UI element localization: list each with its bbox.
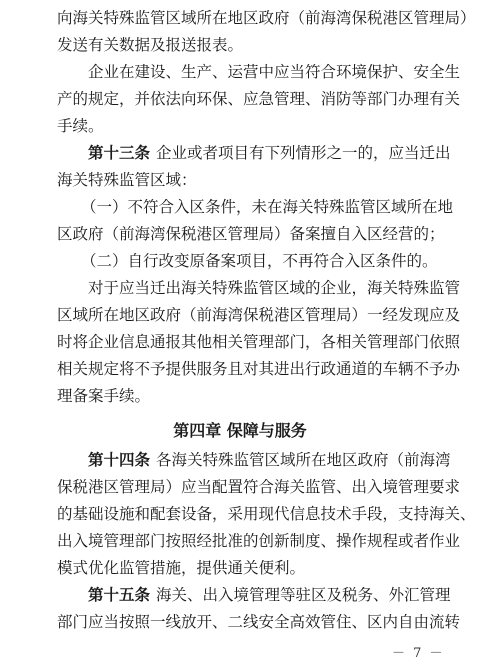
line-text: 各海关特殊监管区域所在地区政府（前海湾 <box>156 451 451 469</box>
line-text: 部门应当按照一线放开、二线安全高效管住、区内自由流转 <box>57 613 461 631</box>
text-line <box>0 114 480 138</box>
text-line <box>0 529 480 553</box>
text-line <box>0 475 480 499</box>
article-number: 第十四条 <box>88 450 151 469</box>
text-line <box>0 502 480 526</box>
text-line <box>0 249 480 273</box>
line-text: （一）不符合入区条件，未在海关特殊监管区域所在地 <box>81 198 454 216</box>
text-line <box>0 168 480 192</box>
chapter-heading: 第四章 保障与服务 <box>173 421 307 440</box>
line-text: 区政府（前海湾保税港区管理局）备案擅自入区经营的； <box>57 225 445 243</box>
text-line <box>0 6 480 30</box>
line-text: 相关规定将不予提供服务且对其进出行政通道的车辆不予办 <box>57 360 461 378</box>
line-text: 向海关特殊监管区域所在地区政府（前海湾保税港区管理局） <box>57 9 476 27</box>
line-text: 手续。 <box>57 117 104 135</box>
line-text: 对于应当迁出海关特殊监管区域的企业，海关特殊监管 <box>88 279 461 297</box>
page-number: － 7 － <box>392 646 445 661</box>
text-line <box>0 610 480 634</box>
line-text: 产的规定，并依法向环保、应急管理、消防等部门办理有关 <box>57 90 461 108</box>
text-line <box>0 33 480 57</box>
text-line <box>0 60 480 84</box>
line-text: 海关、出入境管理等驻区及税务、外汇管理 <box>156 586 451 604</box>
line-text: 理备案手续。 <box>57 387 151 405</box>
article-line <box>0 141 480 165</box>
text-line <box>0 556 480 580</box>
article-number: 第十三条 <box>88 143 151 162</box>
line-text: 海关特殊监管区域： <box>57 171 197 189</box>
line-text: 出入境管理部门按照经批准的创新制度、操作规程或者作业 <box>57 532 461 550</box>
line-text: 模式优化监管措施，提供通关便利。 <box>57 559 306 577</box>
line-text: 区域所在地区政府（前海湾保税港区管理局）一经发现应及 <box>57 306 461 324</box>
text-line <box>0 195 480 219</box>
text-line <box>0 276 480 300</box>
line-text: 的基础设施和配套设备，采用现代信息技术手段，支持海关、 <box>57 505 476 523</box>
text-line <box>0 222 480 246</box>
line-text: 发送有关数据及报送报表。 <box>57 36 244 54</box>
line-text: 保税港区管理局）应当配置符合海关监管、出入境管理要求 <box>57 478 461 496</box>
text-line <box>0 303 480 327</box>
text-line <box>0 87 480 111</box>
line-text: 企业在建设、生产、运营中应当符合环境保护、安全生 <box>88 63 461 81</box>
line-text: 企业或者项目有下列情形之一的，应当迁出 <box>156 144 451 162</box>
article-line <box>0 448 480 472</box>
article-line <box>0 583 480 607</box>
text-line <box>0 384 480 408</box>
text-line <box>0 357 480 381</box>
line-text: 时将企业信息通报其他相关管理部门，各相关管理部门依照 <box>57 333 461 351</box>
text-line <box>0 330 480 354</box>
line-text: （二）自行改变原备案项目，不再符合入区条件的。 <box>81 252 438 270</box>
article-number: 第十五条 <box>88 585 151 604</box>
